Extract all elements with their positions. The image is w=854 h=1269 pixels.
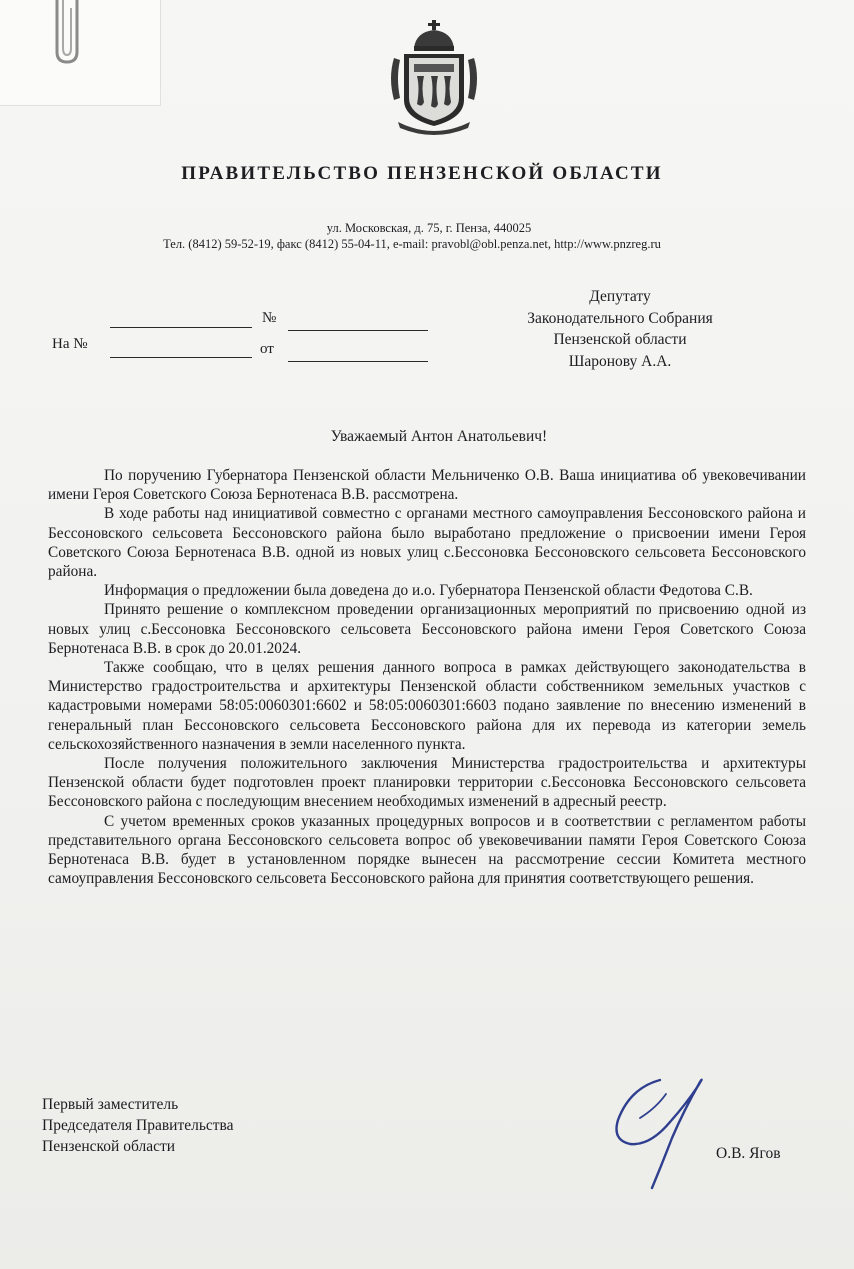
recipient-line: Пензенской области [553, 331, 687, 348]
date-label: от [260, 341, 274, 357]
coat-of-arms-emblem [384, 18, 484, 142]
signatory-title [42, 1094, 234, 1157]
body-paragraph: Также сообщаю, что в целях решения данного вопроса в рамках действующего законодательства в Министерство градостроительства и архитектуры Пензенской области собственником земельных участков с кадастровыми номерами 58:05:0060301:6602 и 58:05:0060301:6603 подано заявление по внесению изменений в генеральный план Бессоновского сельсовета Бессоновского района для их перевода из категории земель сельскохозяйственного назначения в земли населенного пункта. [48, 659, 806, 753]
body-paragraph: По поручению Губернатора Пензенской области Мельниченко О.В. Ваша инициатива об увековечивании имени Героя Советского Союза Бернотенаса В.В. рассмотрена. [48, 467, 806, 504]
body-paragraph: Принято решение о комплексном проведении организационных мероприятий по присвоению одной из новых улиц с.Бессоновка Бессоновского сельсовета Бессоновского района имени Героя Советского Союза Бернотенаса В.В. в срок до 20.01.2024. [48, 601, 806, 657]
body-paragraph: В ходе работы над инициативой совместно с органами местного самоуправления Бессоновского района и Бессоновского сельсовета Бессоновского района было выработано предложение о присвоении имени Героя Советского Союза Бернотенаса В.В. одной из новых улиц с.Бессоновка Бессоновского сельсовета Бессоновского района. [48, 505, 806, 581]
outgoing-number-line [288, 330, 428, 331]
organization-address: ул. Московская, д. 75, г. Пенза, 440025 [326, 221, 532, 235]
signatory-title-line: Председателя Правительства [42, 1117, 234, 1134]
in-reply-label: На № [52, 336, 88, 352]
signatory-title-line: Первый заместитель [42, 1096, 179, 1113]
recipient-name: Шаронову А.А. [568, 352, 672, 370]
in-reply-date-line [288, 361, 428, 362]
organization-name: ПРАВИТЕЛЬСТВО ПЕНЗЕНСКОЙ ОБЛАСТИ [181, 163, 663, 184]
signatory-title-line: Пензенской области [42, 1138, 176, 1155]
letter-body [48, 466, 806, 888]
signatory-name: О.В. Ягов [716, 1145, 781, 1162]
outgoing-date-line [110, 327, 252, 328]
handwritten-signature [600, 1068, 730, 1193]
organization-contacts: Тел. (8412) 59-52-19, факс (8412) 55-04-11, e-mail: pravobl@obl.penza.net, http://www.pnzreg.ru [163, 237, 661, 251]
number-label: № [262, 310, 277, 326]
body-paragraph: С учетом временных сроков указанных процедурных вопросов и в соответствии с регламентом работы представительного органа Бессоновского сельсовета вопрос об увековечивании памяти Героя Советского Союза Бернотенаса В.В. будет в установленном порядке вынесен на рассмотрение сессии Комитета местного самоуправления Бессоновского сельсовета Бессоновского района для принятия соответствующего решения. [48, 812, 806, 888]
in-reply-number-line [110, 357, 252, 358]
recipient-block [500, 286, 740, 372]
body-paragraph: После получения положительного заключения Министерства градостроительства и архитектуры Пензенской области будет подготовлен проект планировки территории с.Бессоновка Бессоновского сельсовета Бессоновского района с последующим внесением необходимых изменений в адресный реестр. [48, 755, 806, 811]
greeting: Уважаемый Антон Анатольевич! [330, 428, 548, 445]
recipient-line: Депутату [589, 288, 651, 305]
paperclip-icon [45, 0, 105, 70]
body-paragraph: Информация о предложении была доведена до и.о. Губернатора Пензенской области Федотова С.В. [104, 582, 753, 600]
paperclip-note [0, 0, 161, 106]
recipient-line: Законодательного Собрания [527, 309, 713, 327]
